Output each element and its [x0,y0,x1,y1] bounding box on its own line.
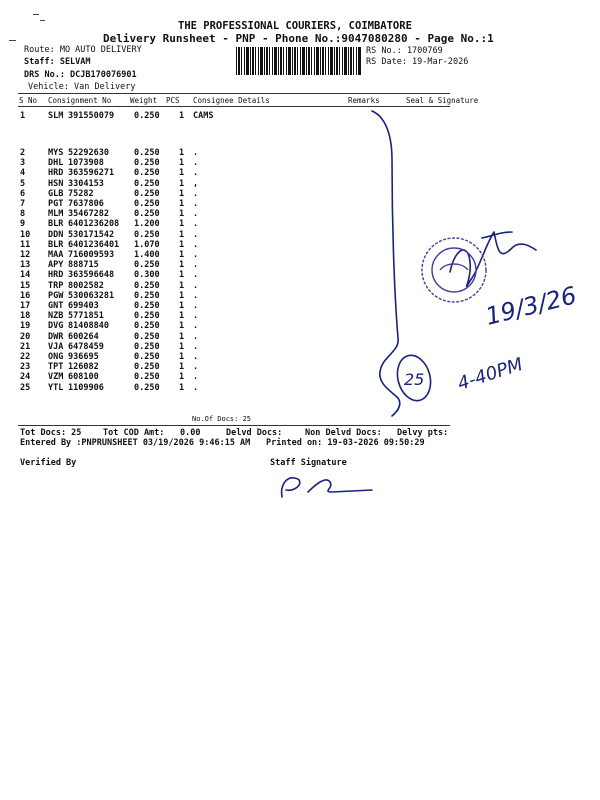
entered-by: Entered By :PNPRUNSHEET 03/19/2026 9:46:15 AM [20,438,251,448]
cell-weight: 0.250 [134,290,160,301]
col-pcs: PCS [166,96,180,105]
cell-awb: 8002582 [68,280,104,291]
cell-sno: 10 [20,229,31,240]
cell-weight: 0.250 [134,301,160,311]
col-consignment: Consignment No [48,96,112,105]
cell-sno: 20 [20,331,31,342]
cell-origin: MYS [48,148,64,158]
cell-awb: 363596271 [68,168,115,179]
cell-origin: YTL [48,382,64,393]
cell-origin: DDN [48,229,64,240]
cell-pcs: 1 [179,362,185,373]
cell-consignee: . [193,158,199,169]
cell-awb: 530063281 [68,290,115,301]
cell-sno: 25 [20,382,31,393]
cell-awb: 35467282 [68,209,109,220]
cell-pcs: 1 [179,158,185,169]
cell-consignee: . [193,199,199,209]
cell-weight: 0.250 [134,178,160,189]
cell-awb: 363596648 [68,270,115,281]
cell-weight: 0.250 [134,188,160,199]
cell-origin: HSN [48,178,64,189]
cell-weight: 0.250 [134,229,160,240]
cell-sno: 24 [20,372,31,383]
rs-number: RS No.: 1700769 [366,46,443,56]
non-delvd-docs: Non Delvd Docs: [305,428,382,438]
cell-pcs: 1 [179,372,185,383]
cell-pcs: 1 [179,219,185,230]
cell-pcs: 1 [179,111,185,121]
cell-sno: 22 [20,352,31,362]
cell-weight: 0.250 [134,362,160,373]
staff-signature-mark [282,478,372,497]
cell-awb: 1109906 [68,382,104,393]
cell-awb: 888715 [68,260,99,271]
cell-origin: PGT [48,199,64,209]
rs-date: RS Date: 19-Mar-2026 [366,57,469,67]
cell-weight: 0.250 [134,209,160,220]
cell-origin: APY [48,260,64,271]
col-consignee: Consignee Details [193,96,270,105]
cell-weight: 0.250 [134,341,160,352]
cell-consignee: . [193,321,199,332]
cell-origin: GNT [48,301,64,311]
cell-consignee: . [193,362,199,373]
cell-weight: 0.250 [134,311,160,322]
cell-weight: 0.250 [134,148,160,158]
cell-awb: 6401236401 [68,239,120,250]
cell-pcs: 1 [179,178,185,189]
cell-weight: 0.250 [134,280,160,291]
col-weight: Weight [130,96,158,105]
cell-awb: 5771851 [68,311,104,322]
seal-stamp [422,238,486,302]
cell-pcs: 1 [179,209,185,220]
cell-consignee: . [193,260,199,271]
cell-pcs: 1 [179,188,185,199]
cell-awb: 600264 [68,331,99,342]
staff-line: Staff: SELVAM [24,57,91,67]
cell-origin: HRD [48,270,64,281]
cell-consignee: . [193,148,199,158]
cell-origin: PGW [48,290,64,301]
cell-origin: MAA [48,250,64,260]
cell-pcs: 1 [179,311,185,322]
cell-origin: ONG [48,352,64,362]
cell-consignee: , [193,178,199,189]
cell-pcs: 1 [179,250,185,260]
cell-weight: 0.250 [134,168,160,179]
cell-origin: VZM [48,372,64,383]
tot-docs: Tot Docs: 25 [20,428,82,438]
handwritten-count: 25 [404,370,425,389]
cell-weight: 0.250 [134,158,160,169]
cell-weight: 0.250 [134,111,160,121]
cell-sno: 7 [20,199,26,209]
cell-origin: TRP [48,280,64,291]
cell-awb: 6478459 [68,341,104,352]
cell-awb: 936695 [68,352,99,362]
cell-consignee: . [193,301,199,311]
cell-awb: 75282 [68,188,94,199]
cell-sno: 17 [20,301,31,311]
cell-pcs: 1 [179,341,185,352]
stamp-signature-stroke [482,232,512,238]
cell-consignee: . [193,209,199,220]
cell-consignee: . [193,341,199,352]
vehicle-line: Vehicle: Van Delivery [28,82,136,92]
cell-pcs: 1 [179,199,185,209]
cell-origin: DWR [48,331,64,342]
cell-consignee: . [193,188,199,199]
cell-sno: 19 [20,321,31,332]
cell-sno: 21 [20,341,31,352]
cell-weight: 0.250 [134,199,160,209]
cell-consignee: . [193,382,199,393]
company-name: THE PROFESSIONAL COURIERS, COIMBATORE [178,20,412,32]
cell-weight: 0.250 [134,331,160,342]
cell-origin: VJA [48,341,64,352]
cell-origin: TPT [48,362,64,373]
cell-pcs: 1 [179,301,185,311]
cell-origin: DHL [48,158,64,169]
col-remarks: Remarks [348,96,380,105]
cell-consignee: CAMS [193,111,214,121]
cell-awb: 52292630 [68,148,109,158]
cell-sno: 16 [20,290,31,301]
cell-pcs: 1 [179,260,185,271]
cell-awb: 1073908 [68,158,104,169]
cell-weight: 0.300 [134,270,160,281]
cell-sno: 8 [20,209,26,220]
cell-awb: 7637806 [68,199,104,209]
drs-line: DRS No.: DCJB170076901 [24,70,137,80]
cell-pcs: 1 [179,382,185,393]
cell-sno: 15 [20,280,31,291]
cell-pcs: 1 [179,148,185,158]
cell-sno: 2 [20,148,26,158]
cell-pcs: 1 [179,352,185,362]
verified-by-label: Verified By [20,458,77,468]
cell-origin: GLB [48,188,64,199]
cell-origin: BLR [48,239,64,250]
cell-consignee: . [193,331,199,342]
cell-weight: 1.200 [134,219,160,230]
cell-consignee: . [193,229,199,240]
staff-signature-label: Staff Signature [270,458,347,468]
handwritten-date: 19/3/26 [482,281,580,331]
cell-awb: 716009593 [68,250,115,260]
cell-awb: 126082 [68,362,99,373]
cell-awb: 608100 [68,372,99,383]
cell-awb: 391550079 [68,111,115,121]
cell-sno: 12 [20,250,31,260]
cell-consignee: . [193,239,199,250]
cell-weight: 0.250 [134,372,160,383]
cell-consignee: . [193,290,199,301]
cell-sno: 1 [20,111,26,121]
cell-consignee: . [193,352,199,362]
cell-pcs: 1 [179,321,185,332]
cell-pcs: 1 [179,168,185,179]
delvy-pts: Delvy pts: [397,428,449,438]
runsheet-title: Delivery Runsheet - PNP - Phone No.:9047080280 - Page No.:1 [103,32,494,45]
cell-pcs: 1 [179,280,185,291]
delvd-docs: Delvd Docs: [226,428,283,438]
cell-awb: 530171542 [68,229,115,240]
cell-pcs: 1 [179,270,185,281]
cell-sno: 5 [20,178,26,189]
cell-origin: NZB [48,311,64,322]
cell-weight: 1.070 [134,239,160,250]
cell-sno: 23 [20,362,31,373]
col-sno: S No [19,96,38,105]
cell-pcs: 1 [179,290,185,301]
tot-cod-label: Tot COD Amt: [103,428,165,438]
cell-consignee: . [193,280,199,291]
cell-weight: 1.400 [134,250,160,260]
cell-sno: 4 [20,168,26,179]
tot-cod-value: 0.00 [180,428,201,438]
cell-sno: 6 [20,188,26,199]
handwritten-time: 4-40PM [455,354,526,395]
cell-pcs: 1 [179,331,185,342]
cell-pcs: 1 [179,229,185,240]
cell-weight: 0.250 [134,382,160,393]
cell-weight: 0.250 [134,352,160,362]
cell-awb: 6401236208 [68,219,120,230]
cell-sno: 14 [20,270,31,281]
cell-consignee: . [193,168,199,179]
cell-consignee: . [193,311,199,322]
col-seal: Seal & Signature [406,96,479,105]
cell-consignee: . [193,372,199,383]
cell-origin: SLM [48,111,64,121]
cell-sno: 3 [20,158,26,169]
cell-origin: DVG [48,321,64,332]
cell-origin: BLR [48,219,64,230]
cell-consignee: . [193,219,199,230]
cell-weight: 0.250 [134,321,160,332]
cell-sno: 13 [20,260,31,271]
cell-awb: 81408840 [68,321,109,332]
cell-consignee: . [193,270,199,281]
cell-sno: 9 [20,219,26,230]
cell-origin: MLM [48,209,64,220]
no-of-docs: No.Of Docs: 25 [192,415,252,423]
bracket-mark [372,111,400,416]
route-line: Route: MO AUTO DELIVERY [24,45,142,55]
cell-sno: 11 [20,239,31,250]
cell-origin: HRD [48,168,64,179]
cell-consignee: . [193,250,199,260]
cell-awb: 699403 [68,301,99,311]
stamp-signature [450,232,536,286]
cell-awb: 3304153 [68,178,104,189]
cell-sno: 18 [20,311,31,322]
cell-weight: 0.250 [134,260,160,271]
printed-on: Printed on: 19-03-2026 09:50:29 [266,438,425,448]
cell-pcs: 1 [179,239,185,250]
